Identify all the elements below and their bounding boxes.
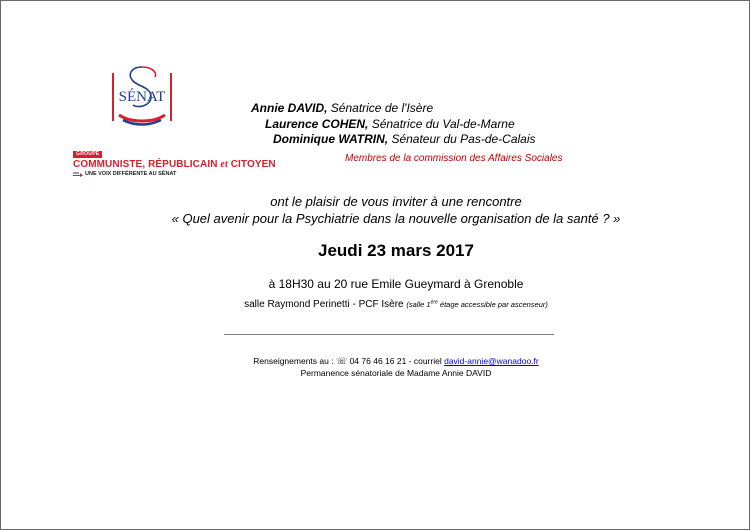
group-tagline: UNE VOIX DIFFÉRENTE AU SÉNAT (73, 171, 176, 178)
contact-line-2: Permanence sénatoriale de Madame Annie DAVID (300, 368, 492, 378)
senator-line-1: Annie DAVID, Sénatrice de l'Isère (251, 101, 434, 115)
senator-line-2: Laurence COHEN, Sénatrice du Val-de-Marne (265, 117, 515, 131)
senator-line-3: Dominique WATRIN, Sénateur du Pas-de-Calais (273, 132, 536, 146)
phone-icon: ☏ (335, 356, 348, 366)
group-name: COMMUNISTE, RÉPUBLICAIN et CITOYEN (73, 159, 276, 170)
email-link[interactable]: david-annie@wanadoo.fr (444, 356, 539, 366)
event-room: salle Raymond Perinetti - PCF Isère (salle 1ère étage accessible par ascenseur) (244, 299, 548, 310)
senat-logo (111, 65, 173, 129)
divider (224, 334, 554, 335)
contact-info (96, 355, 696, 379)
invite-line-2: « Quel avenir pour la Psychiatrie dans la nouvelle organisation de la santé ? » (171, 211, 621, 226)
commission-members: Membres de la commission des Affaires Sociales (345, 153, 563, 164)
arrow-icon (73, 172, 83, 177)
group-small-label: GROUPE (73, 151, 102, 158)
group-logo (71, 151, 276, 183)
contact-line-1: Renseignements au : ☏ 04 76 46 16 21 - courriel david-annie@wanadoo.fr (253, 356, 539, 366)
event-place: à 18H30 au 20 rue Emile Gueymard à Grenoble (268, 277, 524, 291)
invite-line-1: ont le plaisir de vous inviter à une rencontre (270, 194, 522, 209)
event-date: Jeudi 23 mars 2017 (318, 241, 474, 260)
room-note: (salle 1ère étage accessible par ascenseur) (406, 299, 548, 309)
senat-logo-text: SÉNAT (118, 89, 166, 105)
